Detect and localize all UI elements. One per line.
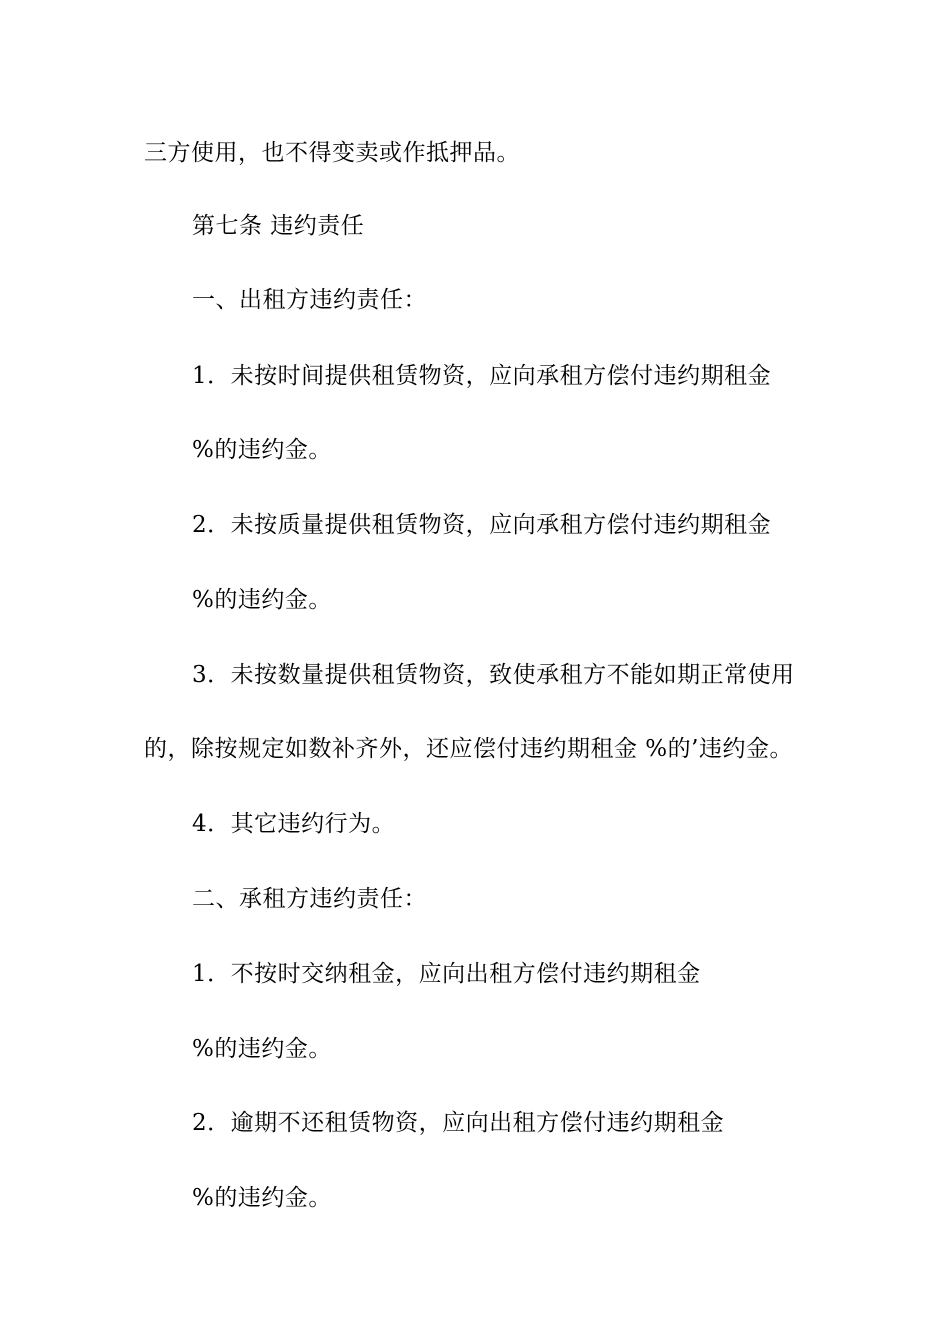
- paragraph-line: 三方使用，也不得变卖或作抵押品。: [144, 140, 520, 166]
- clause-line: 2．未按质量提供租赁物资，应向承租方偿付违约期租金: [192, 512, 772, 538]
- section-heading: 第七条 违约责任: [192, 213, 365, 239]
- clause-line: %的违约金。: [192, 587, 332, 613]
- clause-line: %的违约金。: [192, 1185, 332, 1211]
- subsection-heading: 二、承租方违约责任：: [192, 886, 427, 912]
- clause-line: 3．未按数量提供租赁物资，致使承租方不能如期正常使用: [192, 662, 795, 688]
- clause-line: %的违约金。: [192, 1036, 332, 1062]
- clause-line: 的，除按规定如数补齐外，还应偿付违约期租金 %的’违约金。: [144, 736, 793, 762]
- clause-line: %的违约金。: [192, 437, 332, 463]
- clause-line: 4．其它违约行为。: [192, 811, 396, 837]
- clause-line: 1．未按时间提供租赁物资，应向承租方偿付违约期租金: [192, 363, 772, 389]
- clause-line: 2．逾期不还租赁物资，应向出租方偿付违约期租金: [192, 1110, 725, 1136]
- subsection-heading: 一、出租方违约责任：: [192, 287, 427, 313]
- clause-line: 1．不按时交纳租金，应向出租方偿付违约期租金: [192, 961, 701, 987]
